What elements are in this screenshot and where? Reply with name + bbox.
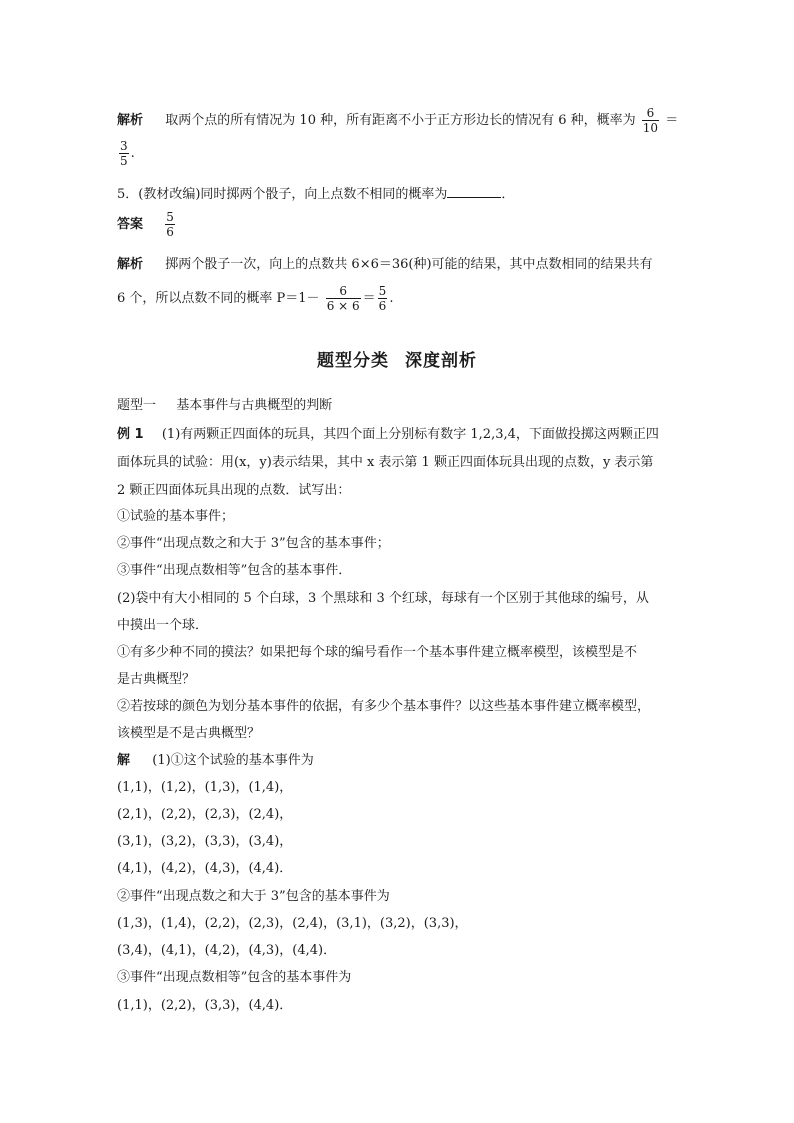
- example-line: 2 颗正四面体玩具出现的点数．试写出：: [117, 483, 351, 498]
- q5-analysis-line-1: 解析 掷两个骰子一次，向上的点数共 6×6＝36(种)可能的结果，其中点数相同的结果共有: [117, 257, 653, 272]
- solution-line: (3,4)，(4,1)，(4,2)，(4,3)，(4,4)．: [117, 943, 337, 958]
- type-heading: 题型一 基本事件与古典概型的判断: [117, 398, 333, 413]
- example-line: ①试验的基本事件；: [117, 509, 235, 524]
- example-line: 该模型是不是古典概型？: [117, 726, 261, 741]
- answer-label: 答案: [117, 217, 144, 232]
- solution-line: 解 (1)①这个试验的基本事件为: [117, 753, 314, 768]
- section-title: 题型分类 深度剖析: [317, 351, 477, 371]
- analysis-label: 解析: [117, 257, 144, 272]
- example-line: ②事件“出现点数之和大于 3”包含的基本事件；: [117, 536, 390, 551]
- example-line: 例 1 (1)有两颗正四面体的玩具，其四个面上分别标有数字 1,2,3,4，下面做投掷这两颗正四: [117, 427, 659, 442]
- solution-line: (1,1)，(1,2)，(1,3)，(1,4)，: [117, 780, 293, 795]
- example-line: ①有多少种不同的摸法？如果把每个球的编号看作一个基本事件建立概率模型，该模型是不: [117, 645, 638, 660]
- solution-line: (3,1)，(3,2)，(3,3)，(3,4)，: [117, 834, 293, 849]
- solution-line: (1,1)，(2,2)，(3,3)，(4,4)．: [117, 998, 293, 1013]
- answer-line: [117, 210, 177, 239]
- answer-fraction: $\frac{5}{6}$: [166, 210, 174, 239]
- solution-line: ②事件“出现点数之和大于 3”包含的基本事件为: [117, 889, 390, 904]
- solution-line: (1,3)，(1,4)，(2,2)，(2,3)，(2,4)，(3,1)，(3,2)，(3,3)，: [117, 916, 468, 931]
- example-label: 例 1: [117, 427, 144, 442]
- question-5: 5．(教材改编)同时掷两个骰子，向上点数不相同的概率为 ．: [117, 187, 515, 202]
- example-line: ③事件“出现点数相等”包含的基本事件．: [117, 563, 352, 578]
- answer-blank: [447, 185, 501, 198]
- example-line: 是古典概型？: [117, 672, 196, 687]
- example-line: ②若按球的颜色为划分基本事件的依据，有多少个基本事件？以这些基本事件建立概率模型，: [117, 699, 651, 714]
- analysis-text: 取两个点的所有情况为 10 种，所有距离不小于正方形边长的情况有 6 种，概率为: [165, 113, 636, 128]
- question-5-text: 5．(教材改编)同时掷两个骰子，向上点数不相同的概率为: [117, 187, 448, 202]
- fraction-6-over-6x6: $\frac{6}{6 \times 6}$: [326, 284, 360, 313]
- q5-analysis-line-2: 6 个，所以点数不同的概率 P＝1－ $\frac{6}{6 \times 6}$ ＝ $\frac{5}{6}$ .: [117, 284, 394, 313]
- fraction-6-10: $\frac{6}{10}$: [642, 106, 659, 135]
- example-line: 面体玩具的试验：用(x，y)表示结果，其中 x 表示第 1 颗正四面体玩具出现的点数，y 表示第: [117, 455, 654, 470]
- analysis-line-1: 解析 取两个点的所有情况为 10 种，所有距离不小于正方形边长的情况有 6 种，概率为 $\frac{6}{10}$ ＝: [117, 106, 679, 135]
- solution-line: (2,1)，(2,2)，(2,3)，(2,4)，: [117, 807, 293, 822]
- solution-line: (4,1)，(4,2)，(4,3)，(4,4)．: [117, 861, 293, 876]
- solution-line: ③事件“出现点数相等”包含的基本事件为: [117, 970, 352, 985]
- example-line: 中摸出一个球．: [117, 618, 209, 633]
- solution-label: 解: [117, 753, 131, 768]
- example-line: (2)袋中有大小相同的 5 个白球，3 个黑球和 3 个红球，每球有一个区别于其他球的编号，从: [117, 591, 649, 606]
- fraction-5-6: $\frac{5}{6}$: [378, 284, 387, 313]
- analysis-label: 解析: [117, 113, 144, 128]
- fraction-3-5: $\frac{3}{5}$: [120, 139, 128, 168]
- analysis-line-2: $\frac{3}{5}$ .: [120, 139, 135, 168]
